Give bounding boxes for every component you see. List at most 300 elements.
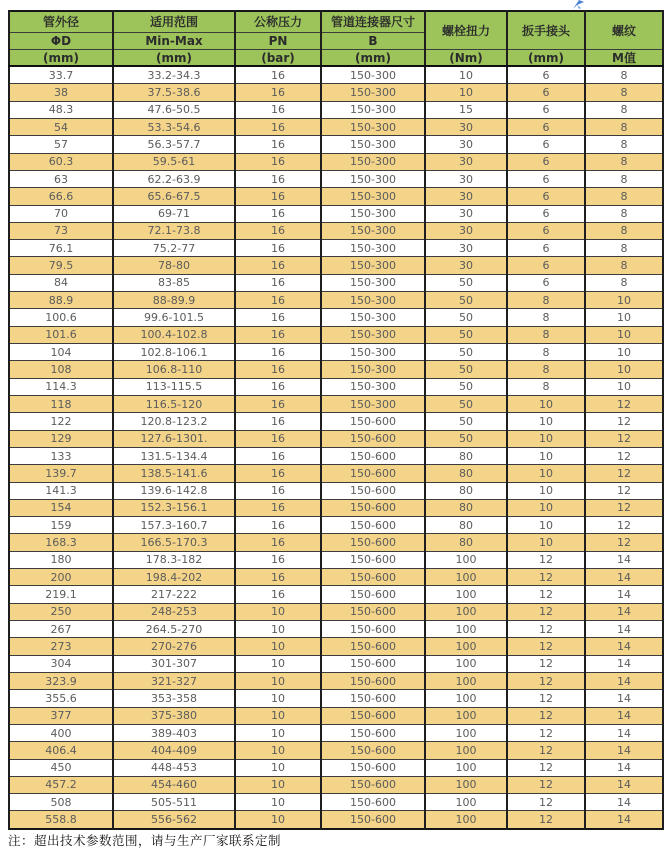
table-cell: 301-307 — [113, 655, 235, 672]
subheader-min-max: Min-Max — [113, 33, 235, 50]
table-cell: 120.8-123.2 — [113, 413, 235, 430]
table-cell: 100 — [425, 551, 507, 568]
table-cell: 16 — [235, 188, 321, 205]
table-cell: 150-600 — [321, 638, 425, 655]
table-cell: 150-600 — [321, 569, 425, 586]
table-cell: 65.6-67.5 — [113, 188, 235, 205]
table-row — [9, 621, 663, 638]
table-cell: 448-453 — [113, 759, 235, 776]
table-cell: 12 — [507, 776, 585, 793]
table-cell: 16 — [235, 569, 321, 586]
table-row — [9, 188, 663, 205]
table-cell: 63 — [9, 170, 113, 187]
table-cell: 100 — [425, 603, 507, 620]
table-cell: 14 — [585, 603, 663, 620]
table-row — [9, 118, 663, 135]
table-cell: 375-380 — [113, 707, 235, 724]
table-cell: 10 — [507, 395, 585, 412]
table-cell: 16 — [235, 101, 321, 118]
table-cell: 16 — [235, 430, 321, 447]
table-cell: 168.3 — [9, 534, 113, 551]
table-cell: 10 — [507, 482, 585, 499]
header-applicable-range: 适用范围 — [113, 11, 235, 33]
table-cell: 16 — [235, 153, 321, 170]
table-row — [9, 707, 663, 724]
table-cell: 150-300 — [321, 118, 425, 135]
table-cell: 150-600 — [321, 603, 425, 620]
table-cell: 157.3-160.7 — [113, 517, 235, 534]
table-cell: 100 — [425, 707, 507, 724]
table-cell: 321-327 — [113, 672, 235, 689]
table-cell: 150-300 — [321, 378, 425, 395]
table-row — [9, 759, 663, 776]
table-cell: 12 — [507, 690, 585, 707]
table-row — [9, 794, 663, 811]
table-cell: 14 — [585, 794, 663, 811]
table-row — [9, 292, 663, 309]
table-cell: 12 — [507, 811, 585, 829]
table-row — [9, 240, 663, 257]
table-row — [9, 136, 663, 153]
table-cell: 30 — [425, 170, 507, 187]
table-cell: 406.4 — [9, 742, 113, 759]
table-cell: 10 — [235, 724, 321, 741]
table-cell: 100 — [425, 724, 507, 741]
table-row — [9, 517, 663, 534]
table-cell: 141.3 — [9, 482, 113, 499]
table-cell: 84 — [9, 274, 113, 291]
table-cell: 100 — [425, 776, 507, 793]
table-cell: 150-300 — [321, 222, 425, 239]
unit-bolt-torque: (Nm) — [425, 50, 507, 67]
table-cell: 15 — [425, 101, 507, 118]
table-row — [9, 776, 663, 793]
table-cell: 508 — [9, 794, 113, 811]
table-cell: 12 — [585, 517, 663, 534]
table-cell: 133 — [9, 447, 113, 464]
table-cell: 113-115.5 — [113, 378, 235, 395]
table-cell: 50 — [425, 395, 507, 412]
table-cell: 10 — [425, 66, 507, 84]
table-cell: 14 — [585, 569, 663, 586]
table-cell: 88-89.9 — [113, 292, 235, 309]
table-cell: 150-600 — [321, 655, 425, 672]
table-cell: 33.2-34.3 — [113, 66, 235, 84]
table-cell: 180 — [9, 551, 113, 568]
table-cell: 389-403 — [113, 724, 235, 741]
table-cell: 12 — [585, 534, 663, 551]
header-thread: 螺纹 — [585, 11, 663, 50]
table-cell: 33.7 — [9, 66, 113, 84]
table-cell: 10 — [507, 447, 585, 464]
table-cell: 16 — [235, 205, 321, 222]
table-cell: 59.5-61 — [113, 153, 235, 170]
table-cell: 16 — [235, 66, 321, 84]
table-row — [9, 465, 663, 482]
table-cell: 57 — [9, 136, 113, 153]
table-cell: 10 — [507, 534, 585, 551]
table-row — [9, 84, 663, 101]
table-cell: 10 — [585, 378, 663, 395]
table-cell: 99.6-101.5 — [113, 309, 235, 326]
table-cell: 83-85 — [113, 274, 235, 291]
table-cell: 154 — [9, 499, 113, 516]
table-cell: 16 — [235, 136, 321, 153]
table-cell: 12 — [585, 465, 663, 482]
table-row — [9, 309, 663, 326]
table-cell: 450 — [9, 759, 113, 776]
table-cell: 10 — [507, 413, 585, 430]
table-cell: 248-253 — [113, 603, 235, 620]
table-cell: 159 — [9, 517, 113, 534]
table-cell: 6 — [507, 257, 585, 274]
table-cell: 558.8 — [9, 811, 113, 829]
table-cell: 53.3-54.6 — [113, 118, 235, 135]
header-pipe-outer-diameter: 管外径 — [9, 11, 113, 33]
table-cell: 150-600 — [321, 759, 425, 776]
table-row — [9, 638, 663, 655]
table-cell: 150-600 — [321, 447, 425, 464]
table-cell: 12 — [507, 794, 585, 811]
table-cell: 100 — [425, 811, 507, 829]
unit-range: (mm) — [113, 50, 235, 67]
table-cell: 10 — [235, 794, 321, 811]
table-header — [9, 11, 663, 66]
table-cell: 12 — [585, 395, 663, 412]
table-cell: 100.6 — [9, 309, 113, 326]
table-cell: 150-300 — [321, 205, 425, 222]
table-row — [9, 344, 663, 361]
table-cell: 100 — [425, 742, 507, 759]
table-cell: 14 — [585, 759, 663, 776]
table-cell: 12 — [507, 569, 585, 586]
table-cell: 12 — [507, 759, 585, 776]
table-cell: 150-600 — [321, 465, 425, 482]
table-cell: 16 — [235, 292, 321, 309]
table-cell: 100 — [425, 638, 507, 655]
table-cell: 152.3-156.1 — [113, 499, 235, 516]
table-row — [9, 413, 663, 430]
subheader-b: B — [321, 33, 425, 50]
table-cell: 10 — [585, 326, 663, 343]
table-cell: 16 — [235, 257, 321, 274]
table-cell: 6 — [507, 240, 585, 257]
table-cell: 12 — [585, 499, 663, 516]
table-cell: 80 — [425, 447, 507, 464]
table-cell: 30 — [425, 188, 507, 205]
table-cell: 80 — [425, 534, 507, 551]
table-cell: 178.3-182 — [113, 551, 235, 568]
table-row — [9, 482, 663, 499]
table-cell: 8 — [585, 274, 663, 291]
table-cell: 50 — [425, 309, 507, 326]
table-cell: 16 — [235, 361, 321, 378]
table-cell: 8 — [585, 188, 663, 205]
table-cell: 150-600 — [321, 413, 425, 430]
table-row — [9, 326, 663, 343]
table-cell: 166.5-170.3 — [113, 534, 235, 551]
table-cell: 50 — [425, 344, 507, 361]
table-cell: 108 — [9, 361, 113, 378]
table-cell: 355.6 — [9, 690, 113, 707]
table-cell: 102.8-106.1 — [113, 344, 235, 361]
table-cell: 38 — [9, 84, 113, 101]
table-row — [9, 672, 663, 689]
table-cell: 6 — [507, 84, 585, 101]
table-cell: 138.5-141.6 — [113, 465, 235, 482]
table-cell: 12 — [507, 621, 585, 638]
table-cell: 50 — [425, 292, 507, 309]
table-cell: 150-600 — [321, 794, 425, 811]
table-cell: 150-600 — [321, 517, 425, 534]
table-cell: 16 — [235, 274, 321, 291]
unit-wrench-joint: (mm) — [507, 50, 585, 67]
table-cell: 8 — [585, 257, 663, 274]
table-cell: 16 — [235, 413, 321, 430]
table-cell: 12 — [585, 430, 663, 447]
table-row — [9, 170, 663, 187]
table-cell: 556-562 — [113, 811, 235, 829]
table-cell: 12 — [507, 586, 585, 603]
table-cell: 30 — [425, 257, 507, 274]
table-row — [9, 378, 663, 395]
table-cell: 6 — [507, 205, 585, 222]
table-cell: 454-460 — [113, 776, 235, 793]
table-cell: 16 — [235, 118, 321, 135]
table-cell: 150-300 — [321, 240, 425, 257]
table-cell: 139.6-142.8 — [113, 482, 235, 499]
table-cell: 79.5 — [9, 257, 113, 274]
table-cell: 16 — [235, 534, 321, 551]
table-cell: 30 — [425, 205, 507, 222]
table-cell: 150-600 — [321, 534, 425, 551]
table-cell: 400 — [9, 724, 113, 741]
table-cell: 10 — [507, 499, 585, 516]
table-cell: 14 — [585, 638, 663, 655]
table-cell: 150-300 — [321, 361, 425, 378]
table-cell: 264.5-270 — [113, 621, 235, 638]
table-cell: 16 — [235, 344, 321, 361]
table-cell: 150-600 — [321, 430, 425, 447]
table-cell: 304 — [9, 655, 113, 672]
table-cell: 6 — [507, 101, 585, 118]
table-cell: 80 — [425, 499, 507, 516]
table-cell: 150-300 — [321, 326, 425, 343]
table-cell: 150-300 — [321, 257, 425, 274]
table-cell: 12 — [585, 447, 663, 464]
table-cell: 6 — [507, 274, 585, 291]
table-cell: 139.7 — [9, 465, 113, 482]
table-cell: 16 — [235, 170, 321, 187]
table-cell: 16 — [235, 447, 321, 464]
table-cell: 8 — [507, 378, 585, 395]
table-cell: 72.1-73.8 — [113, 222, 235, 239]
table-cell: 10 — [585, 361, 663, 378]
table-cell: 54 — [9, 118, 113, 135]
table-row — [9, 499, 663, 516]
table-cell: 16 — [235, 222, 321, 239]
table-cell: 37.5-38.6 — [113, 84, 235, 101]
table-cell: 8 — [585, 222, 663, 239]
table-cell: 150-600 — [321, 690, 425, 707]
table-cell: 150-600 — [321, 621, 425, 638]
table-row — [9, 586, 663, 603]
table-cell: 10 — [235, 638, 321, 655]
table-cell: 10 — [235, 707, 321, 724]
table-cell: 12 — [585, 482, 663, 499]
table-cell: 10 — [585, 292, 663, 309]
table-cell: 14 — [585, 724, 663, 741]
header-connector-size: 管道连接器尺寸 — [321, 11, 425, 33]
table-cell: 16 — [235, 309, 321, 326]
table-cell: 30 — [425, 118, 507, 135]
footnote: 注：超出技术参数范围，请与生产厂家联系定制 — [8, 833, 282, 848]
table-cell: 150-600 — [321, 742, 425, 759]
table-cell: 150-300 — [321, 344, 425, 361]
table-cell: 150-300 — [321, 153, 425, 170]
table-cell: 8 — [585, 240, 663, 257]
table-cell: 270-276 — [113, 638, 235, 655]
table-cell: 10 — [235, 759, 321, 776]
table-cell: 150-300 — [321, 66, 425, 84]
table-cell: 8 — [507, 292, 585, 309]
table-cell: 12 — [507, 742, 585, 759]
table-cell: 16 — [235, 326, 321, 343]
table-cell: 56.3-57.7 — [113, 136, 235, 153]
table-cell: 150-600 — [321, 499, 425, 516]
table-body — [9, 66, 663, 829]
table-cell: 73 — [9, 222, 113, 239]
table-row — [9, 361, 663, 378]
table-cell: 78-80 — [113, 257, 235, 274]
table-cell: 10 — [585, 344, 663, 361]
table-cell: 6 — [507, 188, 585, 205]
table-cell: 8 — [585, 153, 663, 170]
table-cell: 10 — [235, 603, 321, 620]
table-cell: 10 — [425, 84, 507, 101]
table-cell: 150-600 — [321, 672, 425, 689]
table-cell: 12 — [585, 413, 663, 430]
table-cell: 50 — [425, 361, 507, 378]
table-cell: 219.1 — [9, 586, 113, 603]
table-cell: 8 — [585, 205, 663, 222]
table-cell: 16 — [235, 482, 321, 499]
table-cell: 16 — [235, 240, 321, 257]
table-row — [9, 811, 663, 829]
table-cell: 10 — [235, 742, 321, 759]
table-cell: 14 — [585, 811, 663, 829]
table-row — [9, 569, 663, 586]
table-cell: 129 — [9, 430, 113, 447]
cursor-artifact-icon — [571, 0, 586, 10]
table-cell: 8 — [585, 101, 663, 118]
table-cell: 14 — [585, 707, 663, 724]
table-cell: 150-300 — [321, 309, 425, 326]
table-cell: 12 — [507, 707, 585, 724]
table-cell: 8 — [507, 344, 585, 361]
table-cell: 100 — [425, 586, 507, 603]
table-cell: 10 — [235, 776, 321, 793]
table-cell: 80 — [425, 465, 507, 482]
table-cell: 10 — [507, 465, 585, 482]
table-cell: 100 — [425, 569, 507, 586]
table-cell: 198.4-202 — [113, 569, 235, 586]
table-cell: 150-600 — [321, 776, 425, 793]
header-bolt-torque: 螺栓扭力 — [425, 11, 507, 50]
table-cell: 6 — [507, 222, 585, 239]
table-cell: 118 — [9, 395, 113, 412]
table-cell: 16 — [235, 586, 321, 603]
table-cell: 14 — [585, 672, 663, 689]
pipe-coupling-spec-table — [8, 10, 664, 830]
table-row — [9, 742, 663, 759]
table-cell: 14 — [585, 621, 663, 638]
table-cell: 150-600 — [321, 586, 425, 603]
unit-thread-m-value: M值 — [585, 50, 663, 67]
table-cell: 404-409 — [113, 742, 235, 759]
table-cell: 50 — [425, 378, 507, 395]
table-cell: 150-300 — [321, 292, 425, 309]
table-cell: 75.2-77 — [113, 240, 235, 257]
table-cell: 10 — [507, 430, 585, 447]
table-cell: 16 — [235, 499, 321, 516]
table-cell: 150-600 — [321, 811, 425, 829]
table-cell: 6 — [507, 66, 585, 84]
table-row — [9, 66, 663, 84]
unit-outer-diameter: (mm) — [9, 50, 113, 67]
table-row — [9, 257, 663, 274]
table-row — [9, 395, 663, 412]
table-row — [9, 153, 663, 170]
table-cell: 50 — [425, 274, 507, 291]
table-cell: 8 — [585, 66, 663, 84]
table-cell: 10 — [585, 309, 663, 326]
table-cell: 14 — [585, 655, 663, 672]
table-cell: 150-600 — [321, 482, 425, 499]
table-cell: 323.9 — [9, 672, 113, 689]
table-cell: 80 — [425, 517, 507, 534]
table-cell: 16 — [235, 395, 321, 412]
table-cell: 10 — [235, 690, 321, 707]
table-row — [9, 690, 663, 707]
table-row — [9, 655, 663, 672]
header-wrench-joint: 扳手接头 — [507, 11, 585, 50]
table-cell: 8 — [507, 326, 585, 343]
table-cell: 122 — [9, 413, 113, 430]
unit-connector-size: (mm) — [321, 50, 425, 67]
table-cell: 353-358 — [113, 690, 235, 707]
header-nominal-pressure: 公称压力 — [235, 11, 321, 33]
table-cell: 12 — [507, 603, 585, 620]
table-cell: 150-600 — [321, 551, 425, 568]
table-row — [9, 724, 663, 741]
table-cell: 30 — [425, 136, 507, 153]
table-row — [9, 274, 663, 291]
table-cell: 6 — [507, 136, 585, 153]
table-cell: 10 — [507, 517, 585, 534]
table-cell: 14 — [585, 690, 663, 707]
table-cell: 8 — [585, 170, 663, 187]
table-cell: 100 — [425, 794, 507, 811]
table-cell: 114.3 — [9, 378, 113, 395]
table-cell: 100 — [425, 621, 507, 638]
table-cell: 80 — [425, 482, 507, 499]
table-cell: 150-300 — [321, 274, 425, 291]
table-cell: 100 — [425, 672, 507, 689]
table-cell: 127.6-1301. — [113, 430, 235, 447]
table-cell: 16 — [235, 378, 321, 395]
table-cell: 150-300 — [321, 170, 425, 187]
